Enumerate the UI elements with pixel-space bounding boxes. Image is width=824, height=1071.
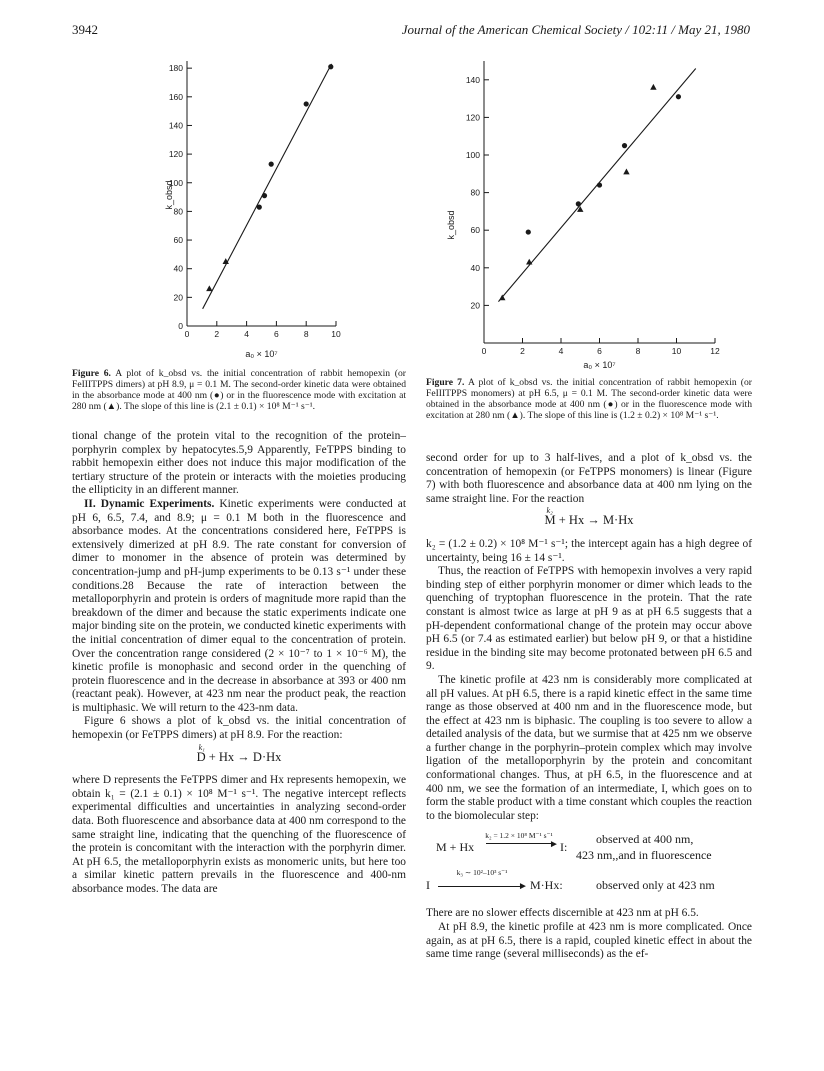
equation-1 bbox=[72, 742, 406, 765]
y-tick-label: 60 bbox=[470, 225, 480, 236]
scheme-step2-rate: k₃ ∼ 10²–10³ s⁻¹ bbox=[456, 868, 508, 878]
x-tick-label: 8 bbox=[635, 346, 641, 356]
figure-6-plot-area bbox=[164, 61, 341, 359]
y-tick-label: 140 bbox=[168, 120, 183, 131]
x-tick-label: 0 bbox=[184, 329, 190, 339]
equation-2 bbox=[426, 506, 752, 528]
right-column bbox=[426, 452, 752, 962]
paragraph-text: Kinetic experiments were conducted at pH 6, 6.5, 7.4, and 8.9; μ = 0.1 M both in the fluorescence and absorbance modes. At the concentrations considered here, FeTPPS is extensively dimerized at pH 8.9. The rate constant for conversion of dimer to monomer in the absence of protein was determined by concentration-jump and pH-jump experiments to be 0.13 s⁻¹ under these conditions.28 Because the rate of interaction between the metalloporphyrin and protein is orders of magnitude more rapid than the breakdown of the dimer and because the static experiments indicate one major binding site on the protein, we conducted kinetic experiments with the initial concentration of dimer equal to the concentration of protein. Over the concentration range considered (2 × 10⁻⁷ to 1 × 10⁻⁶ M), the kinetic profile is monophasic and second order in the quenching of protein fluorescence and in the decrease in absorbance at 393 or 400 nm (reactant peak). However, at 423 nm near the product peak, the reaction is multiphasic. We will return to the 423-nm data. bbox=[72, 497, 406, 714]
figure-6-caption-label: Figure 6. bbox=[72, 368, 111, 379]
y-tick-label: 40 bbox=[173, 263, 183, 274]
y-tick-label: 60 bbox=[173, 235, 183, 246]
figure-7-caption-text: A plot of k_obsd vs. the initial concentration of rabbit hemopexin (or FeIIITPPS monomers) at pH 6.5, μ = 0.1 M. The second-order kinetic data were obtained in the absorbance mode at 400 nm (●) or in the fluorescence mode with excitation at 280 nm (▲). The slope of this line is (1.2 ± 0.2) × 10⁸ M⁻¹ s⁻¹. bbox=[426, 377, 752, 421]
data-point-circle bbox=[304, 101, 309, 106]
data-point-circle bbox=[597, 182, 602, 187]
x-tick-label: 12 bbox=[710, 346, 720, 356]
y-tick-label: 80 bbox=[470, 187, 480, 198]
x-tick-label: 6 bbox=[274, 329, 279, 339]
arrowhead-icon: ► bbox=[549, 839, 559, 851]
y-tick-label: 120 bbox=[168, 149, 183, 160]
y-tick-label: 140 bbox=[465, 74, 480, 85]
paragraph: There are no slower effects discernible at 423 nm at pH 6.5. bbox=[426, 907, 699, 920]
equation-text: D + Hx → D·Hx bbox=[196, 749, 282, 764]
paragraph: The kinetic profile at 423 nm is considerably more complicated at all pH values. At pH 6.5, there is a rapid kinetic effect in the same time range as those observed at 400 nm and in the fluorescence mode, but the effect at 423 nm is biphasic. The coupling is too severe to allow a detailed analysis of the data, but we surmise that at 425 nm we observe a further change in the porphyrin–protein complex which may involve ligation of the metalloporphyrin by the protein and concomitant conformational changes. Thus, at pH 6.5, in the fluorescence and at 400 nm, we see the formation of an intermediate, I, which goes on to form the stable product with a time constant which couples the reaction to the biomolecular step: bbox=[426, 673, 752, 822]
scheme-step1-note1: observed at 400 nm, bbox=[596, 832, 694, 847]
figure-7-plot-area bbox=[446, 61, 720, 370]
x-tick-label: 0 bbox=[481, 346, 487, 356]
reaction-scheme bbox=[426, 829, 752, 901]
page-number: 3942 bbox=[72, 22, 98, 37]
scheme-step2-note: observed only at 423 nm bbox=[596, 878, 715, 893]
y-tick-label: 20 bbox=[470, 300, 480, 311]
x-tick-label: 10 bbox=[331, 329, 341, 339]
x-axis-label: a₀ × 10⁷ bbox=[583, 360, 616, 370]
y-axis-label: k_obsd bbox=[446, 210, 456, 240]
paragraph: Figure 6 shows a plot of k_obsd vs. the initial concentration of hemopexin (or FeTPPS dimers) at pH 8.9. For the reaction: bbox=[72, 715, 406, 742]
paragraph bbox=[72, 498, 406, 716]
y-tick-label: 160 bbox=[168, 91, 183, 102]
data-point-circle bbox=[257, 205, 262, 210]
scheme-step2-right: M·Hx: bbox=[530, 878, 563, 893]
arrowhead-icon: ► bbox=[518, 881, 528, 893]
journal-header: Journal of the American Chemical Society / 102:11 / May 21, 1980 bbox=[401, 22, 750, 37]
paragraph: where D represents the FeTPPS dimer and Hx represents hemopexin, we obtain k₁ = (2.1 ± 0.1) × 10⁸ M⁻¹ s⁻¹. The negative intercept reflects experimental difficulties and uncertainties in analyzing second-order data. Both fluorescence and absorbance data at 400 nm correspond to the same straight line, indicating that the quenching of the fluorescence of the protein is concomitant with the interaction with the porphyrin dimer. At pH 6.5, the metalloporphyrin exists as monomeric units, but here too a similar kinetic pattern prevails in the fluorescence and 400-nm absorbance modes. The data are bbox=[72, 774, 406, 895]
scheme-step2-left: I bbox=[426, 878, 430, 893]
x-tick-label: 10 bbox=[671, 346, 682, 356]
data-point-triangle bbox=[499, 294, 505, 300]
data-point-circle bbox=[576, 201, 581, 206]
scheme-step1-arrow bbox=[486, 843, 554, 844]
data-point-circle bbox=[262, 193, 267, 198]
data-point-triangle bbox=[650, 84, 656, 90]
figure-6-caption-text: A plot of k_obsd vs. the initial concentration of rabbit hemopexin (or FeIIITPPS dimers) at pH 8.9, μ = 0.1 M. The second-order kinetic data were obtained in the absorbance mode at 400 nm (●) or in the fluorescence mode with excitation at 280 nm (▲). The slope of this line is (2.1 ± 0.1) × 10⁸ M⁻¹ s⁻¹. bbox=[72, 368, 406, 412]
equation-rate-constant: k₂ bbox=[546, 506, 553, 516]
y-axis-label: k_obsd bbox=[164, 180, 174, 210]
figure-7-chart bbox=[440, 55, 740, 373]
scheme-step1-note2: 423 nm,,and in fluorescence bbox=[576, 848, 712, 863]
y-tick-label: 20 bbox=[173, 292, 183, 303]
fit-line bbox=[203, 64, 332, 309]
scheme-step1-rate: k₂ = 1.2 × 10⁸ M⁻¹ s⁻¹ bbox=[485, 831, 553, 841]
x-tick-label: 2 bbox=[214, 329, 220, 339]
y-tick-label: 80 bbox=[173, 206, 183, 217]
paragraph: k₂ = (1.2 ± 0.2) × 10⁸ M⁻¹ s⁻¹; the intercept again has a high degree of uncertainty, being 16 ± 14 s⁻¹. bbox=[426, 537, 752, 564]
x-tick-label: 4 bbox=[558, 346, 564, 356]
y-tick-label: 40 bbox=[470, 262, 480, 273]
equation-rate-constant: k₁ bbox=[198, 742, 205, 752]
scheme-step1-right: I: bbox=[560, 840, 568, 855]
scheme-step2-arrow bbox=[438, 886, 524, 887]
y-tick-label: 180 bbox=[168, 63, 183, 74]
y-tick-label: 100 bbox=[168, 177, 183, 188]
data-point-triangle bbox=[623, 169, 629, 175]
x-tick-label: 2 bbox=[520, 346, 525, 356]
section-heading: II. Dynamic Experiments. bbox=[84, 497, 215, 510]
paragraph: At pH 8.9, the kinetic profile at 423 nm is more complicated. Once again, as at pH 6.5, there is a rapid, coupled kinetic effect in about the same time range (several milliseconds) as the ef- bbox=[426, 921, 752, 961]
data-point-triangle bbox=[526, 259, 532, 265]
x-axis-label: a₀ × 10⁷ bbox=[245, 349, 278, 359]
figure-7-caption-label: Figure 7. bbox=[426, 377, 465, 388]
scheme-step1-left: M + Hx bbox=[436, 840, 475, 855]
y-tick-label: 0 bbox=[178, 321, 183, 331]
figure-6-chart bbox=[150, 55, 370, 365]
x-tick-label: 6 bbox=[597, 346, 602, 356]
y-tick-label: 120 bbox=[465, 112, 480, 123]
paragraph: tional change of the protein vital to the recognition of the protein–porphyrin complex by hepatocytes.5,9 Apparently, FeTPPS binding to rabbit hemopexin either does not induce this major modification of the tertiary structure of the protein or interacts with the moieties producing the ellipticity in an different manner. bbox=[72, 430, 406, 497]
paragraph: second order for up to 3 half-lives, and a plot of k_obsd vs. the concentration of hemopexin (or FeTPPS monomers) is linear (Figure 7) with both fluorescence and absorbance data at 400 nm lying on the same straight line. For the reaction bbox=[426, 452, 752, 505]
left-column bbox=[72, 430, 406, 897]
data-point-circle bbox=[676, 94, 681, 99]
x-tick-label: 4 bbox=[244, 329, 249, 339]
equation-text: M + Hx → M·Hx bbox=[544, 513, 634, 528]
paragraph: Thus, the reaction of FeTPPS with hemopexin involves a very rapid binding step of either porphyrin monomer or dimer which leads to the quenching of tryptophan fluorescence in the protein. That the rate constant is almost twice as large at pH 9 as at pH 6.5 suggests that a pH-dependent conformational change of the protein may occur above pH 6.5 (or 7.4 as estimated earlier) but below pH 9, or that a histidine residue in the binding site may become protonated between pH 6.5 and 9. bbox=[426, 565, 752, 673]
data-point-circle bbox=[622, 143, 627, 148]
figure-7-caption bbox=[426, 377, 752, 421]
data-point-triangle bbox=[206, 285, 212, 291]
data-point-circle bbox=[269, 162, 274, 167]
y-tick-label: 100 bbox=[465, 150, 480, 160]
x-tick-label: 8 bbox=[303, 329, 309, 339]
data-point-circle bbox=[526, 229, 531, 234]
figure-6-caption bbox=[72, 368, 406, 412]
data-point-circle bbox=[328, 64, 333, 69]
